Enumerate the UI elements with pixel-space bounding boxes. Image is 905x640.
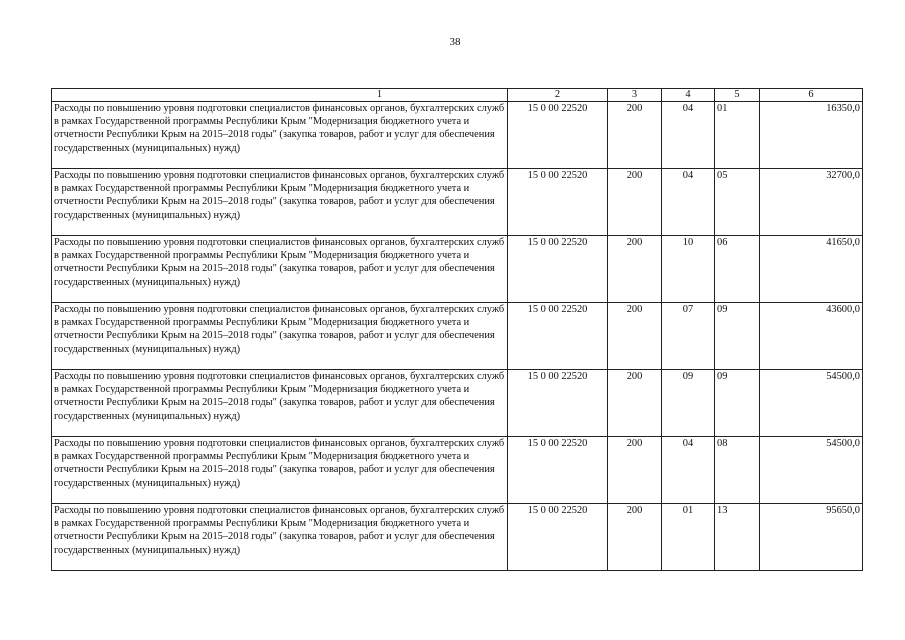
row-description: Расходы по повышению уровня подготовки специалистов финансовых органов, бухгалтерских служб в рамках Государственной программы Республики Крым "Модернизация бюджетного учета и отчетности Республики Крым на 2015–2018 годы" (закупка товаров, работ и услуг для обеспечения государственных (муниципальных) нужд) (52, 169, 508, 236)
table-body (52, 102, 863, 571)
row-expense-type: 200 (608, 169, 662, 236)
row-section: 09 (662, 370, 715, 437)
table-row (52, 437, 863, 504)
row-description: Расходы по повышению уровня подготовки специалистов финансовых органов, бухгалтерских служб в рамках Государственной программы Республики Крым "Модернизация бюджетного учета и отчетности Республики Крым на 2015–2018 годы" (закупка товаров, работ и услуг для обеспечения государственных (муниципальных) нужд) (52, 236, 508, 303)
row-target-code: 15 0 00 22520 (508, 102, 608, 169)
row-target-code: 15 0 00 22520 (508, 303, 608, 370)
row-expense-type: 200 (608, 437, 662, 504)
table-row (52, 370, 863, 437)
row-amount: 41650,0 (760, 236, 863, 303)
row-target-code: 15 0 00 22520 (508, 370, 608, 437)
column-header-4: 4 (662, 89, 715, 102)
row-amount: 54500,0 (760, 370, 863, 437)
row-subsection: 01 (715, 102, 760, 169)
row-subsection: 13 (715, 504, 760, 571)
row-expense-type: 200 (608, 504, 662, 571)
row-target-code: 15 0 00 22520 (508, 504, 608, 571)
table-row (52, 504, 863, 571)
table-row (52, 169, 863, 236)
row-section: 04 (662, 169, 715, 236)
row-subsection: 05 (715, 169, 760, 236)
row-target-code: 15 0 00 22520 (508, 169, 608, 236)
row-target-code: 15 0 00 22520 (508, 236, 608, 303)
row-description: Расходы по повышению уровня подготовки специалистов финансовых органов, бухгалтерских служб в рамках Государственной программы Республики Крым "Модернизация бюджетного учета и отчетности Республики Крым на 2015–2018 годы" (закупка товаров, работ и услуг для обеспечения государственных (муниципальных) нужд) (52, 437, 508, 504)
row-amount: 16350,0 (760, 102, 863, 169)
row-description: Расходы по повышению уровня подготовки специалистов финансовых органов, бухгалтерских служб в рамках Государственной программы Республики Крым "Модернизация бюджетного учета и отчетности Республики Крым на 2015–2018 годы" (закупка товаров, работ и услуг для обеспечения государственных (муниципальных) нужд) (52, 102, 508, 169)
row-expense-type: 200 (608, 303, 662, 370)
column-header-3: 3 (608, 89, 662, 102)
row-section: 10 (662, 236, 715, 303)
column-header-1: 1 (52, 89, 508, 102)
table-row (52, 236, 863, 303)
row-subsection: 06 (715, 236, 760, 303)
row-amount: 43600,0 (760, 303, 863, 370)
budget-table (51, 88, 863, 571)
row-amount: 32700,0 (760, 169, 863, 236)
row-subsection: 09 (715, 370, 760, 437)
row-target-code: 15 0 00 22520 (508, 437, 608, 504)
row-subsection: 09 (715, 303, 760, 370)
table-row (52, 102, 863, 169)
row-amount: 95650,0 (760, 504, 863, 571)
table-row (52, 303, 863, 370)
row-description: Расходы по повышению уровня подготовки специалистов финансовых органов, бухгалтерских служб в рамках Государственной программы Республики Крым "Модернизация бюджетного учета и отчетности Республики Крым на 2015–2018 годы" (закупка товаров, работ и услуг для обеспечения государственных (муниципальных) нужд) (52, 370, 508, 437)
row-expense-type: 200 (608, 102, 662, 169)
row-subsection: 08 (715, 437, 760, 504)
row-description: Расходы по повышению уровня подготовки специалистов финансовых органов, бухгалтерских служб в рамках Государственной программы Республики Крым "Модернизация бюджетного учета и отчетности Республики Крым на 2015–2018 годы" (закупка товаров, работ и услуг для обеспечения государственных (муниципальных) нужд) (52, 504, 508, 571)
row-description: Расходы по повышению уровня подготовки специалистов финансовых органов, бухгалтерских служб в рамках Государственной программы Республики Крым "Модернизация бюджетного учета и отчетности Республики Крым на 2015–2018 годы" (закупка товаров, работ и услуг для обеспечения государственных (муниципальных) нужд) (52, 303, 508, 370)
column-header-5: 5 (715, 89, 760, 102)
column-header-2: 2 (508, 89, 608, 102)
row-expense-type: 200 (608, 370, 662, 437)
row-section: 04 (662, 437, 715, 504)
row-section: 07 (662, 303, 715, 370)
table-header-row (52, 89, 863, 102)
page-number: 38 (449, 36, 461, 48)
row-section: 01 (662, 504, 715, 571)
row-amount: 54500,0 (760, 437, 863, 504)
row-expense-type: 200 (608, 236, 662, 303)
column-header-6: 6 (760, 89, 863, 102)
row-section: 04 (662, 102, 715, 169)
